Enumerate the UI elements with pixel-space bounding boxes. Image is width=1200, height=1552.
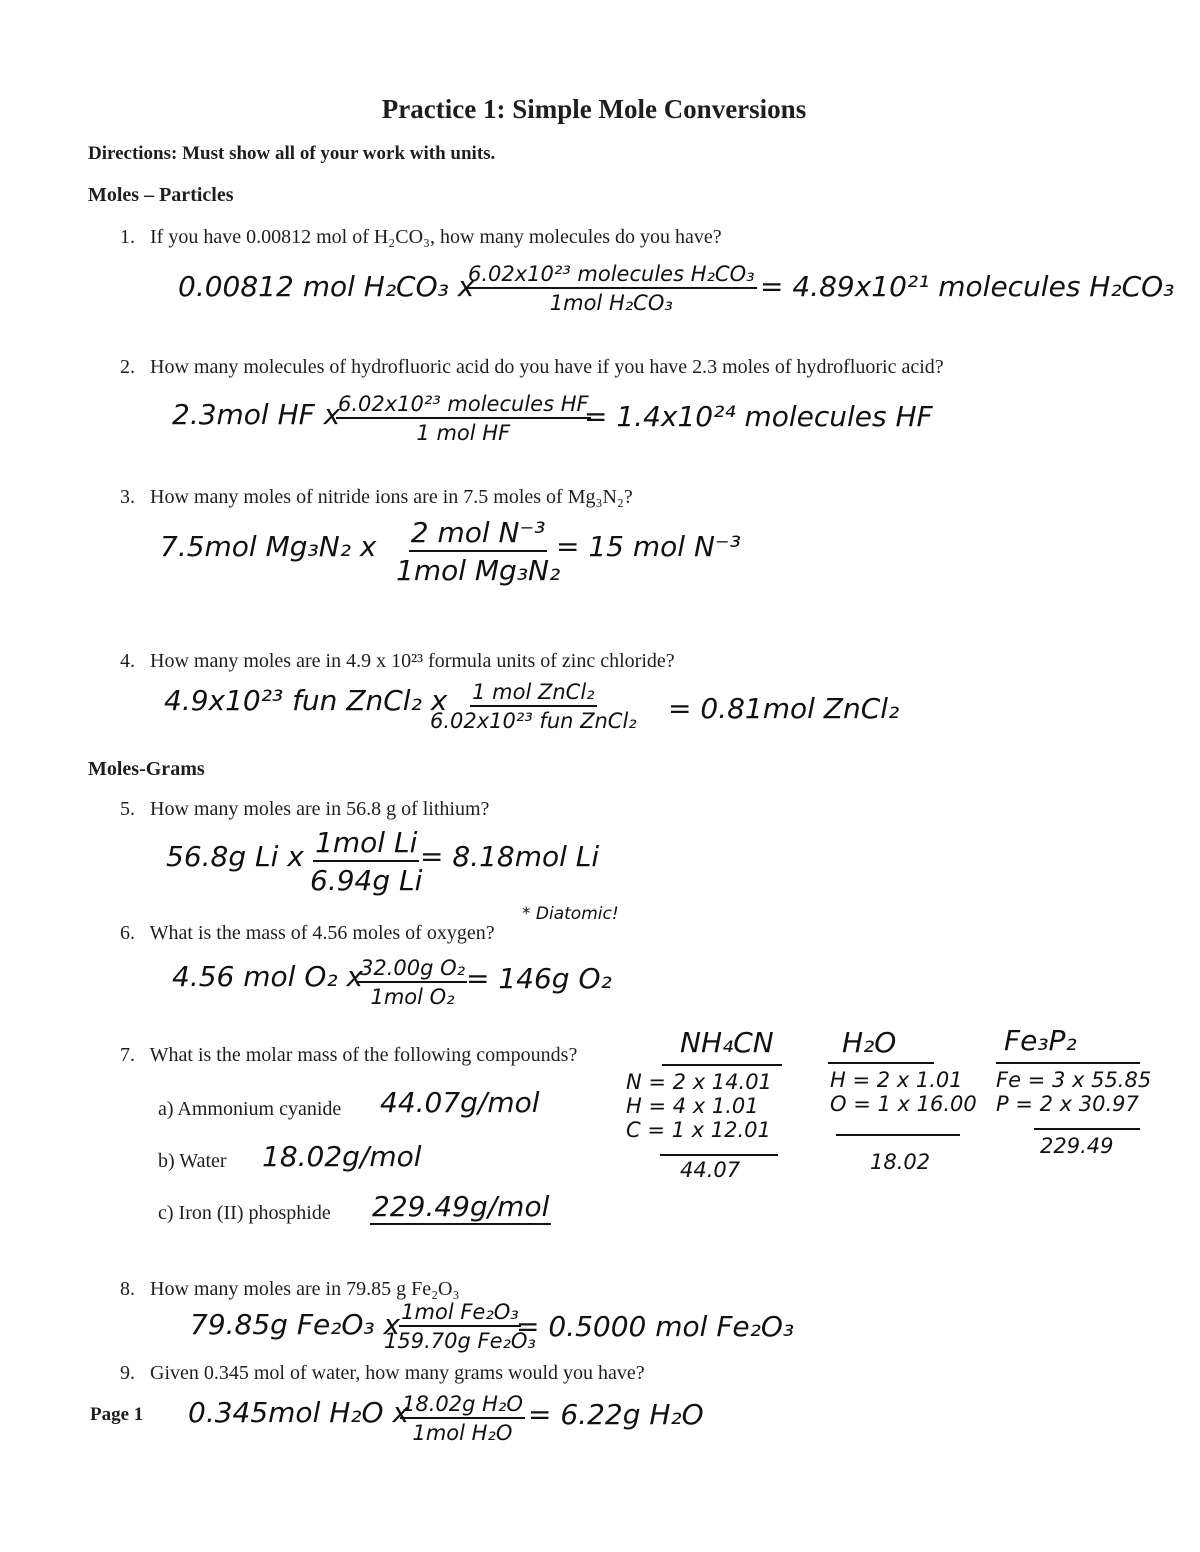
directions-text: Must show all of your work with units. — [182, 143, 496, 164]
fraction-denominator: 1mol H₂CO₃ — [549, 291, 673, 315]
fraction-denominator: 1mol H₂O — [412, 1421, 513, 1445]
diatomic-note: * Diatomic! — [522, 904, 619, 924]
nh4cn-sum-line — [660, 1154, 778, 1156]
question-number: 6. — [120, 922, 135, 944]
question-number: 7. — [120, 1044, 135, 1066]
h2o-title-underline — [828, 1062, 934, 1064]
question-text: Given 0.345 mol of water, how many grams would you have? — [150, 1362, 645, 1384]
page-number: Page 1 — [90, 1404, 144, 1425]
answer-2-fraction — [336, 392, 591, 445]
question-text: How many moles of nitride ions are in 7.5 moles of Mg₃N₂? — [150, 486, 633, 508]
work-line: H = 2 x 1.01 — [830, 1068, 963, 1092]
answer-1-start: 0.00812 mol H₂CO₃ x — [178, 270, 475, 303]
fraction-numerator: 6.02x10²³ molecules HF — [336, 392, 591, 419]
section-heading-grams: Moles-Grams — [88, 758, 205, 780]
question-text: What is the molar mass of the following compounds? — [149, 1044, 578, 1066]
question-3 — [120, 486, 633, 509]
question-number: 8. — [120, 1278, 135, 1300]
nh4cn-total: 44.07 — [680, 1158, 741, 1182]
answer-9-result: = 6.22g H₂O — [528, 1398, 704, 1431]
h2o-work — [830, 1068, 977, 1116]
answer-3-fraction — [396, 516, 560, 587]
answer-8-fraction — [384, 1300, 536, 1353]
answer-6-fraction — [358, 956, 467, 1009]
answer-2-start: 2.3mol HF x — [172, 398, 341, 431]
question-text: How many moles are in 56.8 g of lithium? — [150, 798, 490, 820]
fe3p2-title: Fe₃P₂ — [1004, 1024, 1077, 1057]
answer-6-result: = 146g O₂ — [466, 962, 612, 995]
question-number: 5. — [120, 798, 135, 820]
nh4cn-work — [626, 1070, 772, 1142]
answer-1-fraction — [466, 262, 757, 315]
fraction-numerator: 2 mol N⁻³ — [409, 516, 548, 552]
question-text: What is the mass of 4.56 moles of oxygen? — [149, 922, 495, 944]
fraction-numerator: 6.02x10²³ molecules H₂CO₃ — [466, 262, 757, 289]
nh4cn-title: NH₄CN — [680, 1026, 774, 1059]
work-line: P = 2 x 30.97 — [996, 1092, 1139, 1117]
work-line: O = 1 x 16.00 — [830, 1092, 977, 1117]
fraction-numerator: 1mol Li — [313, 826, 419, 862]
work-line: H = 4 x 1.01 — [626, 1094, 759, 1119]
answer-6-start: 4.56 mol O₂ x — [172, 960, 364, 993]
answer-2-result: = 1.4x10²⁴ molecules HF — [584, 400, 933, 433]
answer-1-result: = 4.89x10²¹ molecules H₂CO₃ — [760, 270, 1175, 303]
work-line: C = 1 x 12.01 — [626, 1118, 771, 1143]
fraction-numerator: 32.00g O₂ — [358, 956, 467, 983]
answer-7a: 44.07g/mol — [380, 1086, 540, 1119]
fraction-denominator: 159.70g Fe₂O₃ — [384, 1329, 536, 1353]
answer-4-start: 4.9x10²³ fun ZnCl₂ x — [164, 684, 448, 717]
fraction-numerator: 1 mol ZnCl₂ — [470, 680, 596, 707]
directions — [88, 143, 495, 165]
answer-5-fraction — [310, 826, 422, 897]
answer-8-start: 79.85g Fe₂O₃ x — [190, 1308, 401, 1341]
question-7 — [120, 1044, 577, 1067]
fraction-denominator: 1mol Mg₃N₂ — [396, 554, 561, 587]
question-number: 3. — [120, 486, 135, 508]
answer-4-result: = 0.81mol ZnCl₂ — [668, 692, 900, 725]
question-7a-label: a) Ammonium cyanide — [158, 1098, 342, 1120]
nh4cn-title-underline — [662, 1064, 782, 1066]
fe3p2-total: 229.49 — [1040, 1134, 1114, 1158]
question-7c-label: c) Iron (II) phosphide — [158, 1202, 331, 1224]
answer-4-fraction — [430, 680, 637, 733]
answer-9-start: 0.345mol H₂O x — [188, 1396, 410, 1429]
answer-5-result: = 8.18mol Li — [420, 840, 600, 873]
fraction-denominator: 6.02x10²³ fun ZnCl₂ — [430, 709, 637, 733]
section-heading-particles: Moles – Particles — [88, 184, 234, 206]
work-line: N = 2 x 14.01 — [626, 1070, 772, 1094]
question-text: If you have 0.00812 mol of H₂CO₃, how many molecules do you have? — [150, 226, 722, 248]
page-title: Practice 1: Simple Mole Conversions — [381, 94, 807, 124]
question-number: 1. — [120, 226, 135, 248]
question-1 — [120, 226, 722, 249]
answer-7b: 18.02g/mol — [262, 1140, 422, 1173]
question-8 — [120, 1278, 459, 1301]
answer-3-result: = 15 mol N⁻³ — [556, 530, 741, 563]
question-2 — [120, 356, 944, 379]
work-line: Fe = 3 x 55.85 — [996, 1068, 1152, 1092]
question-7b-label: b) Water — [158, 1150, 227, 1172]
question-text: How many moles are in 79.85 g Fe₂O₃ — [150, 1278, 460, 1300]
question-number: 2. — [120, 356, 135, 378]
fraction-numerator: 1mol Fe₂O₃ — [399, 1300, 521, 1327]
fe3p2-work — [996, 1068, 1151, 1116]
question-9 — [120, 1362, 645, 1385]
answer-9-fraction — [400, 1392, 525, 1445]
fe3p2-title-underline — [996, 1062, 1140, 1064]
answer-5-start: 56.8g Li x — [166, 840, 304, 873]
question-number: 9. — [120, 1362, 135, 1384]
question-text: How many moles are in 4.9 x 10²³ formula units of zinc chloride? — [150, 650, 675, 672]
answer-8-result: = 0.5000 mol Fe₂O₃ — [516, 1310, 795, 1343]
fraction-numerator: 18.02g H₂O — [400, 1392, 525, 1419]
fe3p2-sum-line — [1034, 1128, 1140, 1130]
h2o-title: H₂O — [842, 1026, 897, 1059]
h2o-sum-line — [836, 1134, 960, 1136]
h2o-total: 18.02 — [870, 1150, 931, 1174]
question-number: 4. — [120, 650, 135, 672]
answer-3-start: 7.5mol Mg₃N₂ x — [160, 530, 377, 563]
answer-7c: 229.49g/mol — [372, 1190, 550, 1223]
question-4 — [120, 650, 675, 673]
fraction-denominator: 1 mol HF — [416, 421, 511, 445]
fraction-denominator: 6.94g Li — [310, 864, 423, 897]
question-text: How many molecules of hydrofluoric acid do you have if you have 2.3 moles of hydrofluoric acid? — [150, 356, 944, 378]
question-5 — [120, 798, 489, 821]
directions-label: Directions: — [88, 143, 178, 164]
fraction-denominator: 1mol O₂ — [370, 985, 455, 1009]
question-6 — [120, 922, 495, 945]
